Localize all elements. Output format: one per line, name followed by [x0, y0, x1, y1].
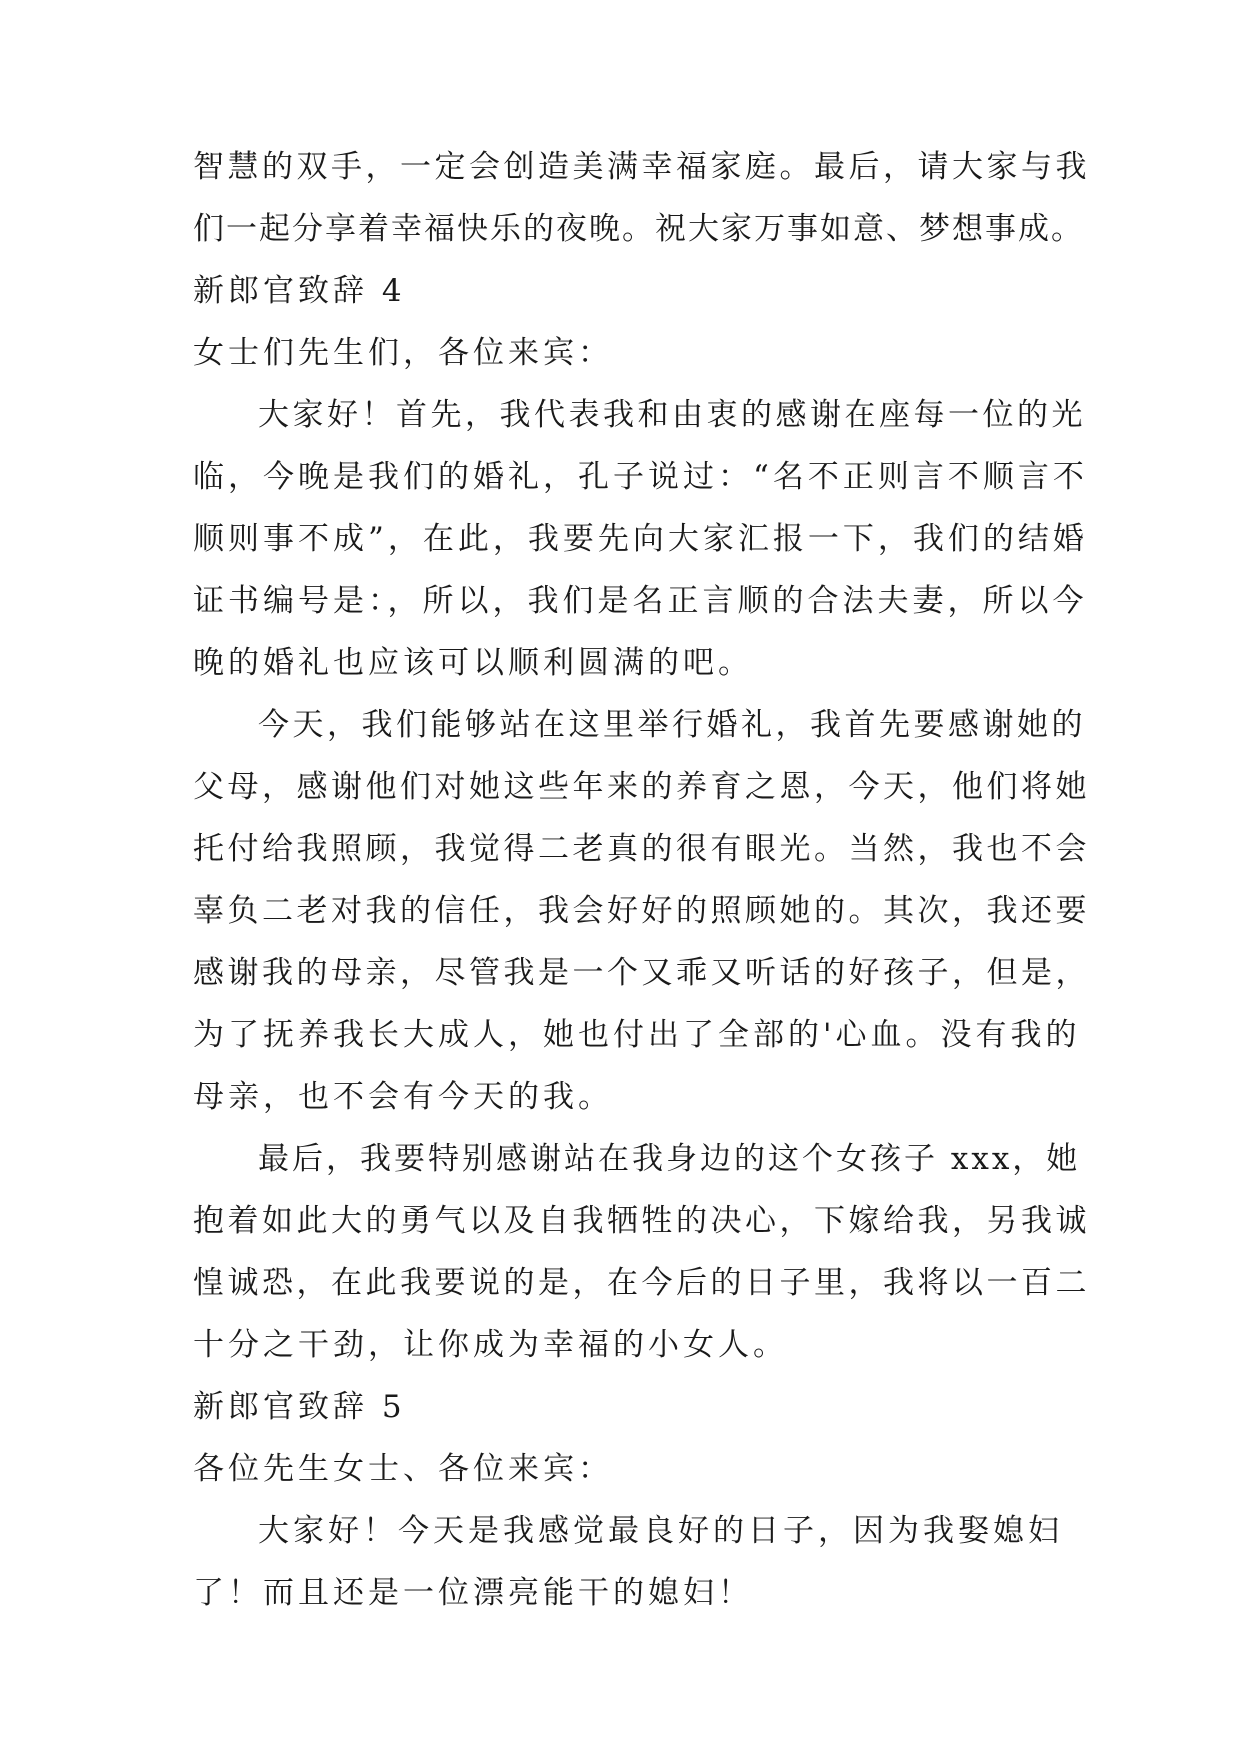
paragraph-line: 了！而且还是一位漂亮能干的媳妇！: [193, 1575, 753, 1611]
paragraph-line: 顺则事不成”，在此，我要先向大家汇报一下，我们的结婚: [193, 521, 1088, 557]
paragraph-line: 惶诚恐，在此我要说的是，在今后的日子里，我将以一百二: [193, 1265, 1090, 1301]
paragraph-line: 证书编号是：，所以，我们是名正言顺的合法夫妻，所以今: [193, 583, 1088, 619]
paragraph-line: 父母，感谢他们对她这些年来的养育之恩，今天，他们将她: [193, 769, 1090, 805]
paragraph-line: 感谢我的母亲，尽管我是一个又乖又听话的好孩子，但是，: [193, 955, 1090, 991]
paragraph-line: 晚的婚礼也应该可以顺利圆满的吧。: [193, 645, 753, 681]
paragraph-line: 托付给我照顾，我觉得二老真的很有眼光。当然，我也不会: [193, 831, 1090, 867]
paragraph-line: 为了抚养我长大成人，她也付出了全部的'心血。没有我的: [193, 1017, 1081, 1053]
paragraph-line: 智慧的双手，一定会创造美满幸福家庭。最后，请大家与我: [193, 149, 1090, 185]
section-heading: 新郎官致辞 5: [193, 1389, 406, 1425]
paragraph-line: 临，今晚是我们的婚礼，孔子说过：“名不正则言不顺言不: [193, 459, 1088, 495]
paragraph-line: 抱着如此大的勇气以及自我牺牲的决心，下嫁给我，另我诚: [193, 1203, 1090, 1239]
salutation: 女士们先生们，各位来宾：: [193, 335, 613, 371]
paragraph-line: 今天，我们能够站在这里举行婚礼，我首先要感谢她的: [258, 707, 1086, 743]
paragraph-line: 大家好！首先，我代表我和由衷的感谢在座每一位的光: [258, 397, 1086, 433]
paragraph-line: 十分之干劲，让你成为幸福的小女人。: [193, 1327, 788, 1363]
paragraph-line: 最后，我要特别感谢站在我身边的这个女孩子 xxx，她: [258, 1141, 1081, 1177]
section-heading: 新郎官致辞 4: [193, 273, 406, 309]
paragraph-line: 母亲，也不会有今天的我。: [193, 1079, 613, 1115]
paragraph-line: 辜负二老对我的信任，我会好好的照顾她的。其次，我还要: [193, 893, 1090, 929]
paragraph-line: 大家好！今天是我感觉最良好的日子，因为我娶媳妇: [258, 1513, 1063, 1549]
paragraph-line: 们一起分享着幸福快乐的夜晚。祝大家万事如意、梦想事成。: [193, 211, 1084, 247]
salutation: 各位先生女士、各位来宾：: [193, 1451, 613, 1487]
